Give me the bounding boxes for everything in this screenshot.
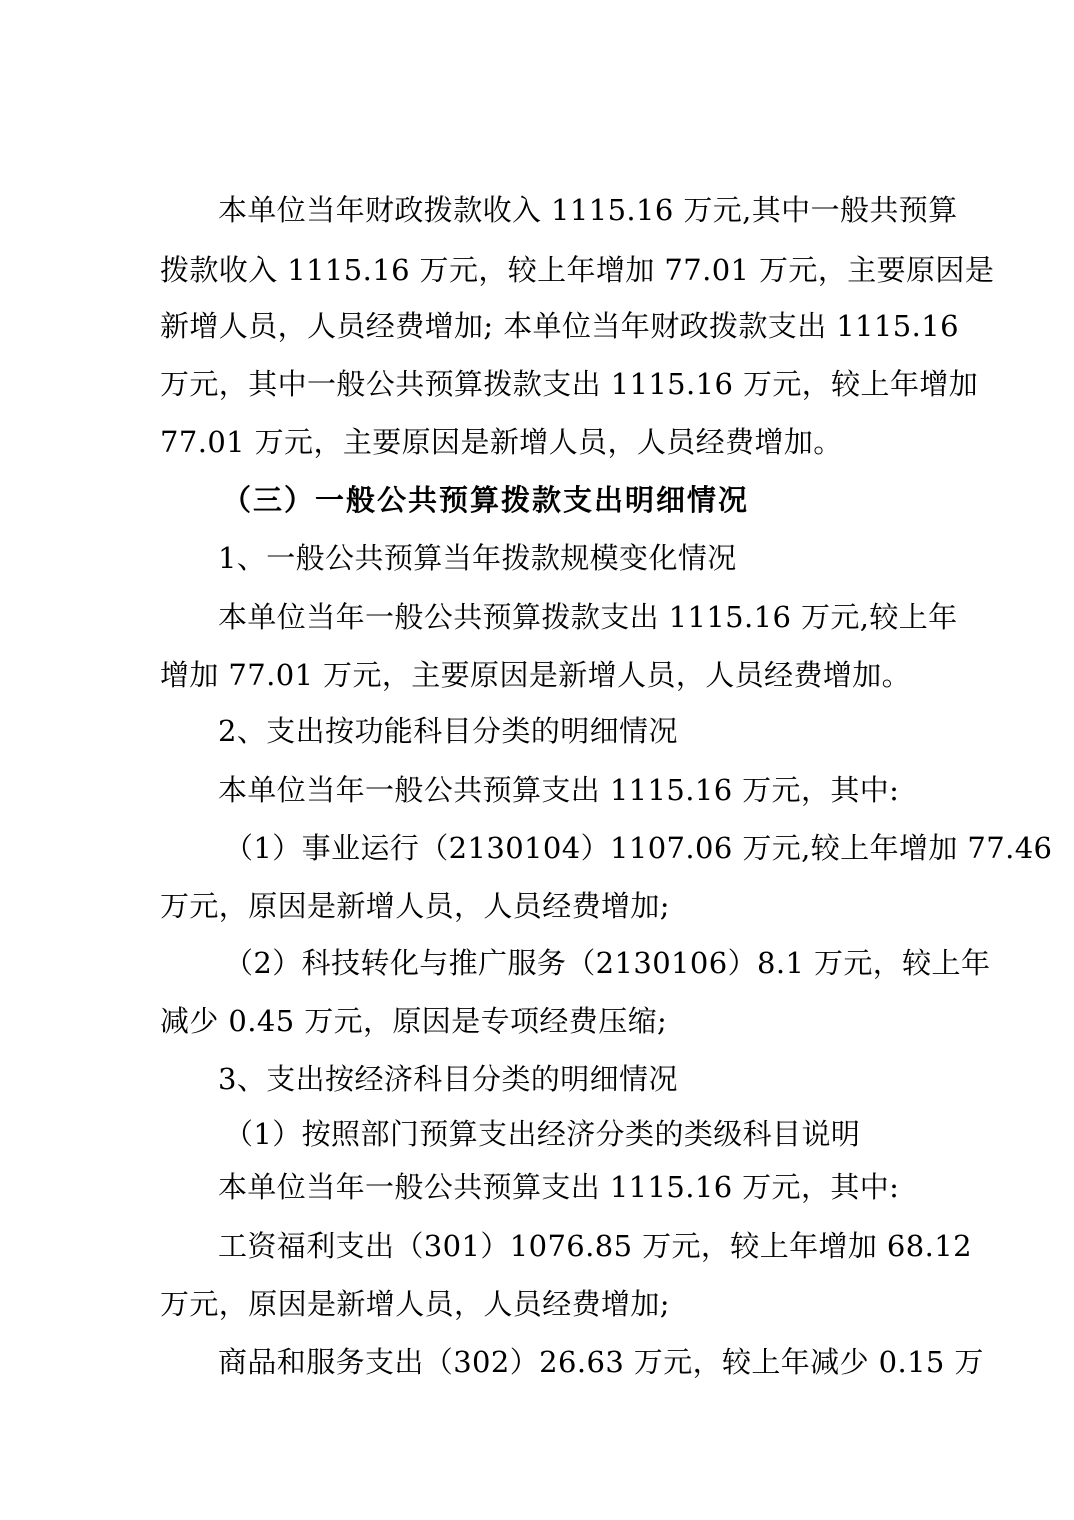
list-item-line: （2）科技转化与推广服务（2130106）8.1 万元，较上年	[224, 946, 991, 980]
paragraph-line: 本单位当年一般公共预算支出 1115.16 万元，其中:	[218, 1170, 900, 1204]
paragraph-line: 万元，其中一般公共预算拨款支出 1115.16 万元，较上年增加	[160, 367, 979, 401]
paragraph-line: 工资福利支出（301）1076.85 万元，较上年增加 68.12	[218, 1229, 972, 1263]
paragraph-line: 本单位当年一般公共预算拨款支出 1115.16 万元,较上年	[218, 600, 958, 634]
section-heading: （三）一般公共预算拨款支出明细情况	[222, 483, 750, 517]
paragraph-line: 万元，原因是新增人员，人员经费增加;	[160, 1287, 670, 1321]
paragraph-line: 万元，原因是新增人员，人员经费增加;	[160, 889, 670, 923]
paragraph-line: 本单位当年财政拨款收入 1115.16 万元,其中一般共预算	[218, 193, 958, 227]
paragraph-line: 本单位当年一般公共预算支出 1115.16 万元，其中:	[218, 773, 900, 807]
paragraph-line: 新增人员，人员经费增加; 本单位当年财政拨款支出 1115.16	[160, 309, 959, 343]
paragraph-line: 增加 77.01 万元，主要原因是新增人员，人员经费增加。	[160, 658, 912, 692]
list-item-line: （1）事业运行（2130104）1107.06 万元,较上年增加 77.46	[224, 831, 1053, 865]
paragraph-line: 商品和服务支出（302）26.63 万元，较上年减少 0.15 万	[218, 1345, 984, 1379]
paragraph-line: 减少 0.45 万元，原因是专项经费压缩;	[160, 1004, 668, 1038]
list-item-line: （1）按照部门预算支出经济分类的类级科目说明	[224, 1117, 861, 1151]
subsection-heading: 1、一般公共预算当年拨款规模变化情况	[218, 541, 737, 575]
subsection-heading: 3、支出按经济科目分类的明细情况	[218, 1062, 678, 1096]
paragraph-line: 拨款收入 1115.16 万元，较上年增加 77.01 万元，主要原因是	[160, 253, 995, 287]
subsection-heading: 2、支出按功能科目分类的明细情况	[218, 714, 678, 748]
paragraph-line: 77.01 万元，主要原因是新增人员，人员经费增加。	[160, 425, 843, 459]
